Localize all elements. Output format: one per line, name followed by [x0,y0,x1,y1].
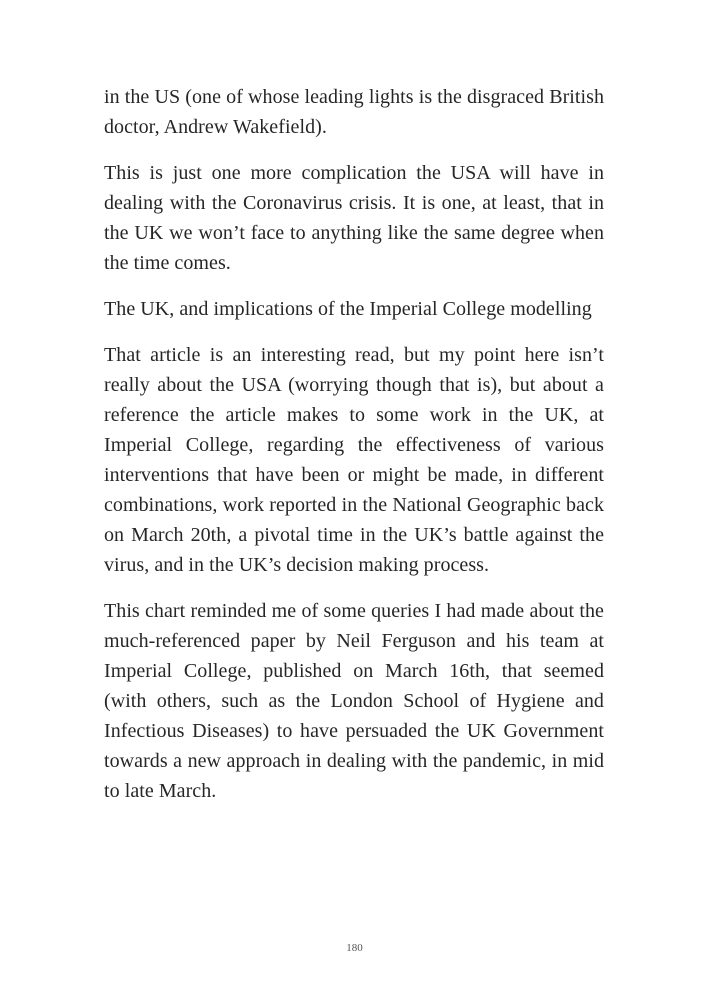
paragraph-article-reference: That article is an interesting read, but my point here isn’t really about the USA (worrying though that is), but about a reference the article makes to some work in the UK, at Imperial College, regarding the effectiveness of various interventions that have been or might be made, in different combinations, work reported in the National Geographic back on March 20th, a pivotal time in the UK’s battle against the virus, and in the UK’s decision making process. [104,344,604,576]
page-number: 180 [346,942,363,954]
paragraph-usa-complication: This is just one more complication the USA will have in dealing with the Coronavirus crisis. It is one, at least, that in the UK we won’t face to anything like the same degree when the time comes. [104,162,604,274]
body-text [104,82,604,822]
paragraph-ferguson-paper: This chart reminded me of some queries I had made about the much-referenced paper by Neil Ferguson and his team at Imperial College, published on March 16th, that seemed (with others, such as the London School of Hygiene and Infectious Diseases) to have persuaded the UK Government towards a new approach in dealing with the pandemic, in mid to late March. [104,600,604,802]
section-heading: The UK, and implications of the Imperial College modelling [104,298,592,320]
paragraph-continuation: in the US (one of whose leading lights is the disgraced British doctor, Andrew Wakefield). [104,86,604,138]
